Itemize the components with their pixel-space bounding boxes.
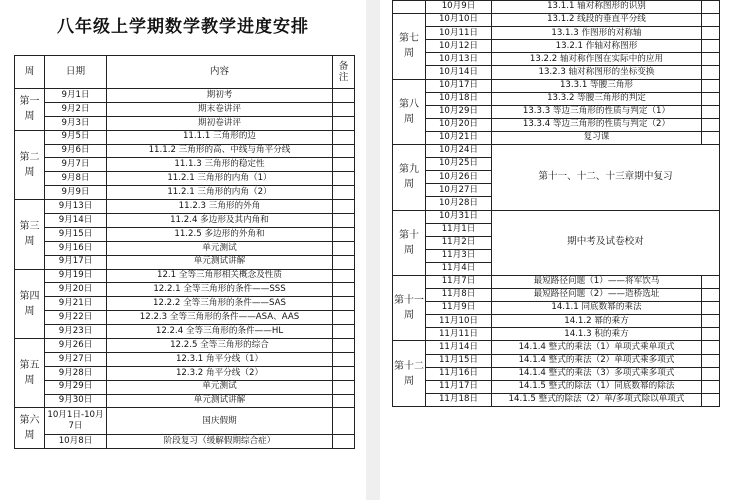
date-cell: 11月3日 — [426, 249, 492, 262]
date-cell: 9月8日 — [45, 172, 107, 186]
remarks-cell — [702, 118, 720, 131]
date-cell: 11月14日 — [426, 341, 492, 354]
date-cell: 9月1日 — [45, 89, 107, 103]
week-label: 第一 周 — [15, 89, 45, 131]
table-row — [393, 1, 720, 14]
date-cell: 11月18日 — [426, 393, 492, 406]
remarks-cell — [333, 241, 355, 255]
week-label: 第九 周 — [393, 145, 426, 210]
table-row — [15, 186, 355, 200]
content-cell: 13.1.1 轴对称图形的识别 — [492, 1, 702, 14]
table-row — [15, 408, 355, 435]
date-cell: 11月8日 — [426, 289, 492, 302]
date-cell: 10月13日 — [426, 53, 492, 66]
content-cell: 期初考 — [107, 89, 333, 103]
content-cell: 13.1.3 作图形的对称轴 — [492, 27, 702, 40]
content-cell: 最短路径问题（2）——造桥选址 — [492, 289, 702, 302]
week-label: 第七 周 — [393, 14, 426, 79]
remarks-cell — [702, 27, 720, 40]
remarks-cell — [702, 302, 720, 315]
remarks-cell — [333, 408, 355, 435]
date-cell: 10月27日 — [426, 184, 492, 197]
date-cell: 9月6日 — [45, 144, 107, 158]
date-cell: 9月3日 — [45, 116, 107, 130]
date-cell: 9月19日 — [45, 269, 107, 283]
remarks-cell — [702, 53, 720, 66]
remarks-cell — [702, 40, 720, 53]
content-cell: 12.3.1 角平分线（1） — [107, 352, 333, 366]
content-cell: 12.3.2 角平分线（2） — [107, 366, 333, 380]
remarks-cell — [702, 92, 720, 105]
date-cell: 10月21日 — [426, 131, 492, 144]
date-cell: 9月17日 — [45, 255, 107, 269]
date-cell: 10月8日 — [45, 435, 107, 449]
table-row — [15, 339, 355, 353]
remarks-cell — [702, 66, 720, 79]
content-cell: 11.1.3 三角形的稳定性 — [107, 158, 333, 172]
remarks-cell — [702, 380, 720, 393]
remarks-cell — [333, 144, 355, 158]
content-cell: 14.1.4 整式的乘法（1）单项式乘单项式 — [492, 341, 702, 354]
content-cell: 11.2.4 多边形及其内角和 — [107, 214, 333, 228]
table-row — [15, 227, 355, 241]
date-cell: 11月11日 — [426, 328, 492, 341]
date-cell: 9月14日 — [45, 214, 107, 228]
date-cell: 10月26日 — [426, 171, 492, 184]
date-cell: 11月2日 — [426, 236, 492, 249]
table-row — [393, 315, 720, 328]
schedule-table-left — [14, 55, 355, 449]
week-label — [393, 1, 426, 14]
week-label: 第三 周 — [15, 200, 45, 269]
remarks-cell — [702, 275, 720, 288]
remarks-cell — [333, 435, 355, 449]
table-row — [393, 40, 720, 53]
content-cell: 12.2.2 全等三角形的条件——SAS — [107, 297, 333, 311]
date-cell: 9月26日 — [45, 339, 107, 353]
date-cell: 10月1日-10月7日 — [45, 408, 107, 435]
date-cell: 9月29日 — [45, 380, 107, 394]
table-row — [15, 380, 355, 394]
remarks-cell — [333, 130, 355, 144]
remarks-cell — [333, 339, 355, 353]
date-cell: 10月14日 — [426, 66, 492, 79]
table-row — [15, 325, 355, 339]
content-cell: 14.1.3 积的乘方 — [492, 328, 702, 341]
date-cell: 10月24日 — [426, 145, 492, 158]
remarks-cell — [333, 380, 355, 394]
table-row — [15, 297, 355, 311]
table-row — [15, 435, 355, 449]
date-cell: 9月2日 — [45, 102, 107, 116]
week-label: 第十 周 — [393, 210, 426, 275]
table-row — [393, 14, 720, 27]
content-cell: 11.2.1 三角形的内角（2） — [107, 186, 333, 200]
remarks-cell — [333, 255, 355, 269]
merged-content-cell: 期中考及试卷校对 — [492, 210, 720, 275]
date-cell: 10月17日 — [426, 79, 492, 92]
table-row — [15, 255, 355, 269]
content-cell: 13.3.2 等腰三角形的判定 — [492, 92, 702, 105]
table-row — [15, 89, 355, 103]
week-label: 第十一 周 — [393, 275, 426, 340]
table-row — [393, 393, 720, 406]
remarks-cell — [702, 315, 720, 328]
table-row — [15, 352, 355, 366]
date-cell: 9月27日 — [45, 352, 107, 366]
remarks-cell — [333, 186, 355, 200]
content-cell: 国庆假期 — [107, 408, 333, 435]
table-row — [15, 102, 355, 116]
content-cell: 单元测试 — [107, 380, 333, 394]
remarks-cell — [333, 200, 355, 214]
content-cell: 13.3.4 等边三角形的性质与判定（2） — [492, 118, 702, 131]
table-row — [15, 366, 355, 380]
date-cell: 11月17日 — [426, 380, 492, 393]
table-row — [393, 131, 720, 144]
week-label: 第八 周 — [393, 79, 426, 144]
date-cell: 9月9日 — [45, 186, 107, 200]
content-cell: 14.1.5 整式的除法（2）单/多项式除以单项式 — [492, 393, 702, 406]
table-row — [393, 92, 720, 105]
remarks-cell — [702, 341, 720, 354]
date-cell: 9月20日 — [45, 283, 107, 297]
content-cell: 单元测试讲解 — [107, 255, 333, 269]
remarks-cell — [333, 325, 355, 339]
date-cell: 11月1日 — [426, 223, 492, 236]
table-row — [393, 210, 720, 223]
date-cell: 10月28日 — [426, 197, 492, 210]
date-cell: 10月10日 — [426, 14, 492, 27]
content-cell: 复习课 — [492, 131, 702, 144]
remarks-cell — [333, 227, 355, 241]
remarks-cell — [702, 105, 720, 118]
week-label: 第四 周 — [15, 269, 45, 338]
header-remarks: 备 注 — [333, 56, 355, 89]
date-cell: 11月15日 — [426, 354, 492, 367]
content-cell: 14.1.1 同底数幂的乘法 — [492, 302, 702, 315]
table-row — [15, 394, 355, 408]
date-cell: 9月30日 — [45, 394, 107, 408]
date-cell: 10月11日 — [426, 27, 492, 40]
remarks-cell — [702, 328, 720, 341]
table-row — [393, 354, 720, 367]
document-title: 八年级上学期数学教学进度安排 — [57, 17, 309, 37]
week-label: 第六 周 — [15, 408, 45, 449]
table-row — [393, 367, 720, 380]
content-cell: 11.2.3 三角形的外角 — [107, 200, 333, 214]
remarks-cell — [333, 283, 355, 297]
remarks-cell — [333, 366, 355, 380]
remarks-cell — [702, 131, 720, 144]
content-cell: 12.1 全等三角形相关概念及性质 — [107, 269, 333, 283]
remarks-cell — [702, 1, 720, 14]
table-row — [15, 214, 355, 228]
table-row — [15, 241, 355, 255]
table-row — [15, 200, 355, 214]
date-cell: 11月16日 — [426, 367, 492, 380]
remarks-cell — [333, 102, 355, 116]
table-row — [393, 105, 720, 118]
content-cell: 13.1.2 线段的垂直平分线 — [492, 14, 702, 27]
date-cell: 9月28日 — [45, 366, 107, 380]
content-cell: 13.3.3 等边三角形的性质与判定（1） — [492, 105, 702, 118]
table-row — [393, 275, 720, 288]
table-row — [393, 145, 720, 158]
content-cell: 13.2.1 作轴对称图形 — [492, 40, 702, 53]
table-row — [393, 341, 720, 354]
content-cell: 12.2.4 全等三角形的条件——HL — [107, 325, 333, 339]
date-cell: 9月21日 — [45, 297, 107, 311]
content-cell: 单元测试讲解 — [107, 394, 333, 408]
date-cell: 10月20日 — [426, 118, 492, 131]
content-cell: 12.2.5 全等三角形的综合 — [107, 339, 333, 353]
week-label: 第五 周 — [15, 339, 45, 408]
remarks-cell — [333, 394, 355, 408]
remarks-cell — [333, 172, 355, 186]
table-row — [393, 53, 720, 66]
content-cell: 14.1.2 幂的乘方 — [492, 315, 702, 328]
date-cell: 9月15日 — [45, 227, 107, 241]
table-row — [393, 289, 720, 302]
content-cell: 11.1.2 三角形的高、中线与角平分线 — [107, 144, 333, 158]
date-cell: 10月12日 — [426, 40, 492, 53]
schedule-table-right — [392, 0, 720, 407]
table-row — [15, 158, 355, 172]
week-label: 第十二 周 — [393, 341, 426, 406]
remarks-cell — [333, 269, 355, 283]
remarks-cell — [702, 393, 720, 406]
remarks-cell — [333, 297, 355, 311]
table-row — [15, 116, 355, 130]
content-cell: 最短路径问题（1）——将军饮马 — [492, 275, 702, 288]
remarks-cell — [702, 367, 720, 380]
date-cell: 11月4日 — [426, 262, 492, 275]
content-cell: 期初卷讲评 — [107, 116, 333, 130]
date-cell: 9月22日 — [45, 311, 107, 325]
content-cell: 13.2.3 轴对称图形的坐标变换 — [492, 66, 702, 79]
content-cell: 阶段复习（缓解假期综合症） — [107, 435, 333, 449]
date-cell: 10月29日 — [426, 105, 492, 118]
remarks-cell — [702, 289, 720, 302]
remarks-cell — [333, 311, 355, 325]
content-cell: 14.1.4 整式的乘法（2）单项式乘多项式 — [492, 354, 702, 367]
date-cell: 11月9日 — [426, 302, 492, 315]
header-date: 日期 — [45, 56, 107, 89]
content-cell: 13.2.2 轴对称作图在实际中的应用 — [492, 53, 702, 66]
remarks-cell — [333, 352, 355, 366]
table-row — [15, 172, 355, 186]
table-row — [15, 130, 355, 144]
content-cell: 期末卷讲评 — [107, 102, 333, 116]
table-row — [393, 380, 720, 393]
remarks-cell — [702, 354, 720, 367]
header-content: 内容 — [107, 56, 333, 89]
remarks-cell — [702, 14, 720, 27]
merged-content-cell: 第十一、十二、十三章期中复习 — [492, 145, 720, 210]
page-gutter — [366, 0, 380, 500]
remarks-cell — [333, 116, 355, 130]
remarks-cell — [333, 158, 355, 172]
table-row — [393, 118, 720, 131]
date-cell: 10月25日 — [426, 158, 492, 171]
content-cell: 11.2.5 多边形的外角和 — [107, 227, 333, 241]
week-label: 第二 周 — [15, 130, 45, 199]
content-cell: 14.1.5 整式的除法（1）同底数幂的除法 — [492, 380, 702, 393]
header-week: 周 — [15, 56, 45, 89]
table-row — [393, 302, 720, 315]
content-cell: 11.2.1 三角形的内角（1） — [107, 172, 333, 186]
date-cell: 9月13日 — [45, 200, 107, 214]
date-cell: 11月7日 — [426, 275, 492, 288]
content-cell: 14.1.4 整式的乘法（3）多项式乘多项式 — [492, 367, 702, 380]
table-row — [393, 27, 720, 40]
date-cell: 10月9日 — [426, 1, 492, 14]
content-cell: 12.2.3 全等三角形的条件——ASA、AAS — [107, 311, 333, 325]
content-cell: 12.2.1 全等三角形的条件——SSS — [107, 283, 333, 297]
date-cell: 11月10日 — [426, 315, 492, 328]
table-row — [15, 269, 355, 283]
remarks-cell — [702, 79, 720, 92]
table-row — [393, 328, 720, 341]
date-cell: 9月16日 — [45, 241, 107, 255]
table-row — [15, 283, 355, 297]
content-cell: 13.3.1 等腰三角形 — [492, 79, 702, 92]
table-row — [393, 79, 720, 92]
remarks-cell — [333, 89, 355, 103]
date-cell: 9月5日 — [45, 130, 107, 144]
content-cell: 11.1.1 三角形的边 — [107, 130, 333, 144]
table-row — [15, 144, 355, 158]
date-cell: 9月7日 — [45, 158, 107, 172]
table-row — [393, 66, 720, 79]
content-cell: 单元测试 — [107, 241, 333, 255]
remarks-cell — [333, 214, 355, 228]
date-cell: 10月18日 — [426, 92, 492, 105]
date-cell: 9月23日 — [45, 325, 107, 339]
table-row — [15, 311, 355, 325]
date-cell: 10月31日 — [426, 210, 492, 223]
